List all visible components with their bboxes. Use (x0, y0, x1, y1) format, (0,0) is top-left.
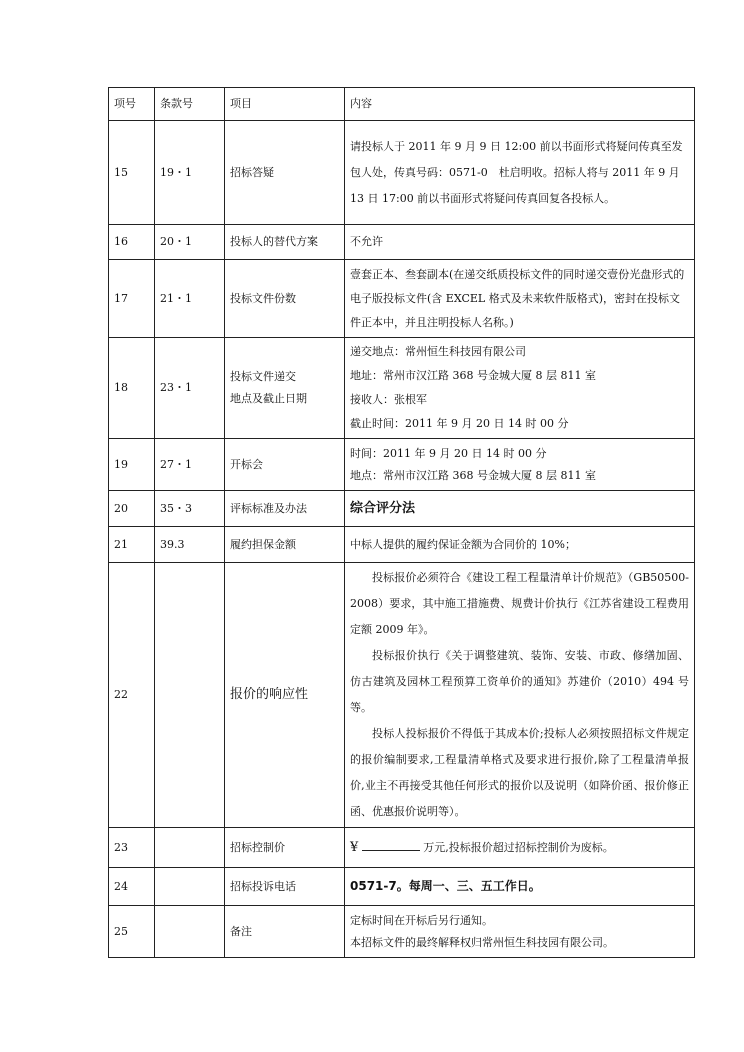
content-line: 本招标文件的最终解释权归常州恒生科技园有限公司。 (350, 935, 614, 949)
row-project: 招标投诉电话 (225, 868, 345, 906)
tender-spec-table (108, 87, 695, 958)
currency-symbol: ¥ (350, 839, 359, 855)
table-row (109, 868, 695, 906)
row-clause: 20・1 (155, 225, 225, 260)
content-paragraph: 投标报价必须符合《建设工程工程量清单计价规范》（GB50500-2008）要求，其中施工措施费、规费计价执行《江苏省建设工程费用定额 2009 年》。 (350, 571, 689, 636)
row-clause (155, 563, 225, 828)
row-item: 17 (109, 260, 155, 338)
row-project: 履约担保金额 (225, 527, 345, 563)
content-line: 截止时间：2011 年 9 月 20 日 14 时 00 分 (350, 417, 569, 430)
row-content (345, 338, 695, 439)
content-paragraph: 投标人投标报价不得低于其成本价;投标人必须按照招标文件规定的报价编制要求,工程量清单格式及要求进行报价,除了工程量清单报价,业主不再接受其他任何形式的报价以及说明（如降价函、报价修正函、优惠报价说明等）。 (350, 727, 689, 818)
table-row (109, 828, 695, 868)
row-project: 开标会 (225, 439, 345, 491)
row-clause (155, 828, 225, 868)
row-clause (155, 868, 225, 906)
row-content (345, 906, 695, 958)
row-project: 投标人的替代方案 (225, 225, 345, 260)
table-row (109, 225, 695, 260)
content-line: 时间：2011 年 9 月 20 日 14 时 00 分 (350, 446, 547, 460)
table-row (109, 338, 695, 439)
row-item: 15 (109, 121, 155, 225)
row-content (345, 491, 695, 527)
row-item: 23 (109, 828, 155, 868)
content-line: 递交地点：常州恒生科技园有限公司 (350, 345, 526, 358)
project-line: 地点及截止日期 (230, 392, 307, 405)
content-line: 地址：常州市汉江路 368 号金城大厦 8 层 811 室 (350, 369, 596, 382)
content-line: 地点：常州市汉江路 368 号金城大厦 8 层 811 室 (350, 468, 596, 482)
row-content (345, 828, 695, 868)
row-project: 评标标准及办法 (225, 491, 345, 527)
row-project: 投标文件份数 (225, 260, 345, 338)
content-line: 定标时间在开标后另行通知。 (350, 913, 493, 927)
row-content (345, 439, 695, 491)
row-clause: 35・3 (155, 491, 225, 527)
row-clause: 23・1 (155, 338, 225, 439)
control-price-text: 万元,投标报价超过招标控制价为废标。 (423, 840, 614, 854)
row-clause: 39.3 (155, 527, 225, 563)
amount-blank (362, 837, 420, 851)
row-content: 中标人提供的履约保证金额为合同价的 10%； (345, 527, 695, 563)
evaluation-method: 综合评分法 (350, 500, 416, 516)
header-content: 内容 (345, 88, 695, 121)
project-label: 报价的响应性 (230, 687, 309, 702)
header-item: 项号 (109, 88, 155, 121)
row-clause: 19・1 (155, 121, 225, 225)
table-header-row (109, 88, 695, 121)
row-content: 请投标人于 2011 年 9 月 9 日 12:00 前以书面形式将疑问传真至发包人处，传真号码：0571-0 杜启明收。招标人将与 2011 年 9 月 13 日 17:00 前以书面形式将疑问传真回复各投标人。 (345, 121, 695, 225)
table-row (109, 527, 695, 563)
row-item: 21 (109, 527, 155, 563)
row-clause: 21・1 (155, 260, 225, 338)
row-project: 备注 (225, 906, 345, 958)
row-project (225, 338, 345, 439)
table-row (109, 260, 695, 338)
row-item: 24 (109, 868, 155, 906)
table-row (109, 121, 695, 225)
header-project: 项目 (225, 88, 345, 121)
row-project: 招标答疑 (225, 121, 345, 225)
row-item: 25 (109, 906, 155, 958)
row-item: 16 (109, 225, 155, 260)
row-content (345, 868, 695, 906)
row-item: 18 (109, 338, 155, 439)
row-item: 22 (109, 563, 155, 828)
content-paragraph: 投标报价执行《关于调整建筑、装饰、安装、市政、修缮加固、仿古建筑及园林工程预算工资单价的通知》苏建价（2010）494 号等。 (350, 649, 689, 714)
row-item: 20 (109, 491, 155, 527)
content-line: 接收人：张根军 (350, 393, 427, 406)
table-row (109, 906, 695, 958)
row-project (225, 563, 345, 828)
row-clause (155, 906, 225, 958)
row-content: 壹套正本、叁套副本(在递交纸质投标文件的同时递交壹份光盘形式的电子版投标文件(含 EXCEL 格式及未来软件版格式)，密封在投标文件正本中，并且注明投标人名称。) (345, 260, 695, 338)
table-row (109, 439, 695, 491)
row-clause: 27・1 (155, 439, 225, 491)
row-project: 招标控制价 (225, 828, 345, 868)
row-content (345, 563, 695, 828)
complaint-phone: 0571-7。每周一、三、五工作日。 (350, 879, 541, 893)
header-clause: 条款号 (155, 88, 225, 121)
table-row (109, 563, 695, 828)
row-item: 19 (109, 439, 155, 491)
project-line: 投标文件递交 (230, 370, 296, 383)
table-row (109, 491, 695, 527)
row-content: 不允许 (345, 225, 695, 260)
